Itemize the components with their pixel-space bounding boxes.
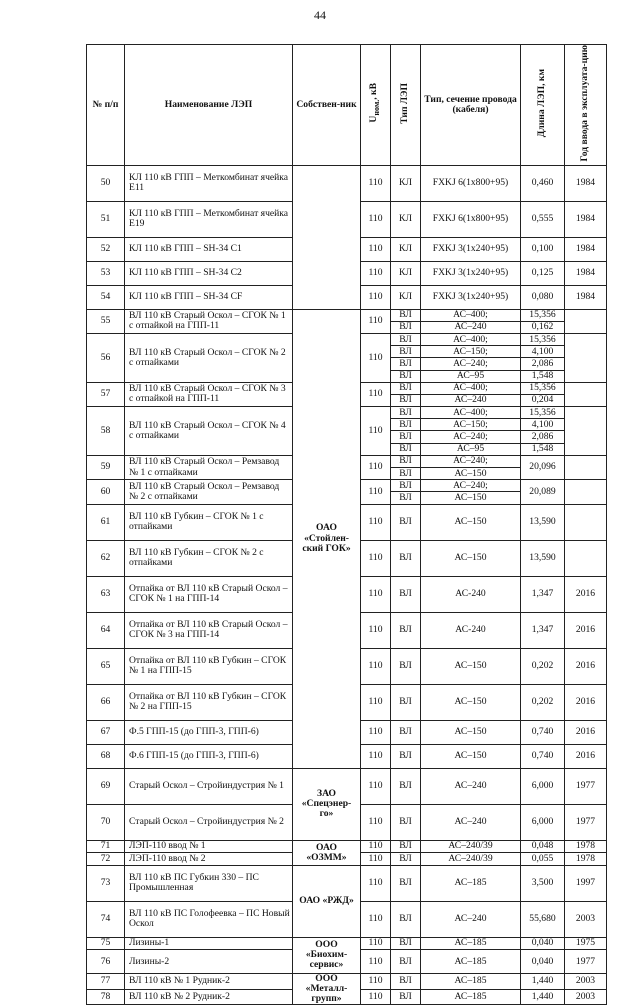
length-cell: 0,100	[521, 237, 565, 261]
voltage-cell: 110	[361, 648, 391, 684]
voltage-cell: 110	[361, 612, 391, 648]
row-number: 72	[87, 853, 125, 866]
voltage-cell: 110	[361, 865, 391, 901]
length-cell: 20,089	[521, 480, 565, 504]
line-type-cell: ВЛ	[391, 744, 421, 768]
line-name: ВЛ 110 кВ Старый Оскол – СГОК № 4 с отпайками	[125, 407, 293, 456]
line-name: КЛ 110 кВ ГПП – SH-34 CF	[125, 285, 293, 309]
line-name: ВЛ 110 кВ № 1 Рудник-2	[125, 974, 293, 990]
length-cell: 0,040	[521, 950, 565, 974]
col-year: Год ввода в эксплуата-цию	[565, 45, 607, 166]
row-number: 63	[87, 576, 125, 612]
length-cell: 3,500	[521, 865, 565, 901]
table-row	[87, 937, 607, 950]
line-name: ЛЭП-110 ввод № 1	[125, 840, 293, 853]
line-type-cell: ВЛ	[391, 394, 421, 406]
year-cell: 1975	[565, 937, 607, 950]
voltage-cell: 110	[361, 540, 391, 576]
power-lines-table	[86, 44, 607, 1005]
line-type-cell: ВЛ	[391, 804, 421, 840]
wire-cell: АС–150	[421, 468, 521, 480]
row-number: 55	[87, 309, 125, 333]
wire-cell: АС–150	[421, 744, 521, 768]
wire-cell: АС–150	[421, 720, 521, 744]
wire-cell: АС–240;	[421, 480, 521, 492]
line-type-cell: ВЛ	[391, 840, 421, 853]
year-cell: 1977	[565, 950, 607, 974]
row-number: 62	[87, 540, 125, 576]
owner-cell: ООО «Металл-групп»	[293, 974, 361, 1005]
length-cell: 0,204	[521, 394, 565, 406]
line-name: ВЛ 110 кВ ПС Голофеевка – ПС Новый Оскол	[125, 901, 293, 937]
line-type-cell: ВЛ	[391, 901, 421, 937]
line-name: ВЛ 110 кВ Старый Оскол – Ремзавод № 2 с отпайками	[125, 480, 293, 504]
year-cell: 1997	[565, 865, 607, 901]
length-cell: 55,680	[521, 901, 565, 937]
line-name: Лизины-2	[125, 950, 293, 974]
wire-cell: АС–185	[421, 865, 521, 901]
year-cell: 2003	[565, 989, 607, 1005]
wire-cell: АС–150	[421, 648, 521, 684]
col-owner: Собствен-ник	[293, 45, 361, 166]
wire-cell: АС–240	[421, 768, 521, 804]
line-type-cell: ВЛ	[391, 612, 421, 648]
owner-cell: ОАО «ОЗММ»	[293, 840, 361, 865]
voltage-cell: 110	[361, 989, 391, 1005]
line-type-cell: ВЛ	[391, 974, 421, 990]
wire-cell: АС–240;	[421, 455, 521, 467]
year-cell: 1984	[565, 201, 607, 237]
length-cell: 0,080	[521, 285, 565, 309]
line-type-cell: ВЛ	[391, 504, 421, 540]
table-row	[87, 840, 607, 853]
year-cell	[565, 480, 607, 504]
length-cell: 0,125	[521, 261, 565, 285]
line-type-cell: ВЛ	[391, 576, 421, 612]
row-number: 76	[87, 950, 125, 974]
line-name: ВЛ 110 кВ Старый Оскол – Ремзавод № 1 с отпайками	[125, 455, 293, 479]
table-row	[87, 974, 607, 990]
owner-cell-empty	[293, 165, 361, 309]
line-name: ВЛ 110 кВ ПС Губкин 330 – ПС Промышленная	[125, 865, 293, 901]
row-number: 75	[87, 937, 125, 950]
row-number: 58	[87, 407, 125, 456]
line-type-cell: ВЛ	[391, 431, 421, 443]
length-cell: 1,440	[521, 974, 565, 990]
table-row	[87, 768, 607, 804]
line-name: КЛ 110 кВ ГПП – Меткомбинат ячейка Е19	[125, 201, 293, 237]
line-name: Старый Оскол – Стройиндустрия № 2	[125, 804, 293, 840]
table-row	[87, 309, 607, 321]
length-cell: 6,000	[521, 804, 565, 840]
voltage-cell: 110	[361, 901, 391, 937]
voltage-cell: 110	[361, 237, 391, 261]
wire-cell: АС–240	[421, 321, 521, 333]
voltage-cell: 110	[361, 768, 391, 804]
line-type-cell: КЛ	[391, 237, 421, 261]
line-type-cell: ВЛ	[391, 950, 421, 974]
year-cell: 2016	[565, 684, 607, 720]
length-cell: 0,048	[521, 840, 565, 853]
wire-cell: FXKJ 6(1х800+95)	[421, 201, 521, 237]
line-name: Ф.5 ГПП-15 (до ГПП-3, ГПП-6)	[125, 720, 293, 744]
wire-cell: АС–240	[421, 394, 521, 406]
wire-cell: FXKJ 3(1х240+95)	[421, 237, 521, 261]
voltage-cell: 110	[361, 684, 391, 720]
wire-cell: АС–240;	[421, 358, 521, 370]
voltage-cell: 110	[361, 840, 391, 853]
line-type-cell: ВЛ	[391, 321, 421, 333]
line-name: ВЛ 110 кВ Губкин – СГОК № 1 с отпайками	[125, 504, 293, 540]
line-type-cell: ВЛ	[391, 684, 421, 720]
col-number: № п/п	[87, 45, 125, 166]
table-row	[87, 865, 607, 901]
wire-cell: АС–185	[421, 950, 521, 974]
wire-cell: АС–150;	[421, 419, 521, 431]
voltage-cell: 110	[361, 261, 391, 285]
wire-cell: АС–400;	[421, 333, 521, 345]
length-cell: 0,202	[521, 648, 565, 684]
line-type-cell: ВЛ	[391, 768, 421, 804]
year-cell: 1977	[565, 804, 607, 840]
year-cell: 1984	[565, 237, 607, 261]
line-name: Лизины-1	[125, 937, 293, 950]
row-number: 69	[87, 768, 125, 804]
line-name: КЛ 110 кВ ГПП – Меткомбинат ячейка Е11	[125, 165, 293, 201]
row-number: 54	[87, 285, 125, 309]
line-name: Отпайка от ВЛ 110 кВ Губкин – СГОК № 2 на ГПП-15	[125, 684, 293, 720]
row-number: 61	[87, 504, 125, 540]
table-header-row	[87, 45, 607, 166]
row-number: 65	[87, 648, 125, 684]
length-cell: 2,086	[521, 431, 565, 443]
wire-cell: АС–150;	[421, 346, 521, 358]
voltage-cell: 110	[361, 309, 391, 333]
length-cell: 13,590	[521, 504, 565, 540]
length-cell: 1,347	[521, 612, 565, 648]
voltage-cell: 110	[361, 333, 391, 382]
line-name: ВЛ 110 кВ Старый Оскол – СГОК № 3 с отпайкой на ГПП-11	[125, 382, 293, 406]
line-name: Отпайка от ВЛ 110 кВ Губкин – СГОК № 1 на ГПП-15	[125, 648, 293, 684]
line-type-cell: КЛ	[391, 261, 421, 285]
wire-cell: АС–185	[421, 974, 521, 990]
length-cell: 0,740	[521, 744, 565, 768]
year-cell: 2016	[565, 612, 607, 648]
line-type-cell: ВЛ	[391, 407, 421, 419]
voltage-cell: 110	[361, 720, 391, 744]
line-name: Отпайка от ВЛ 110 кВ Старый Оскол – СГОК № 1 на ГПП-14	[125, 576, 293, 612]
wire-cell: АС–185	[421, 937, 521, 950]
wire-cell: АС–150	[421, 492, 521, 504]
voltage-cell: 110	[361, 744, 391, 768]
col-voltage: $U_{ном.}$, кВ	[361, 45, 391, 166]
line-type-cell: ВЛ	[391, 309, 421, 321]
year-cell: 2016	[565, 744, 607, 768]
owner-cell: ОАО «Стойлен-ский ГОК»	[293, 309, 361, 768]
line-type-cell: ВЛ	[391, 419, 421, 431]
col-name: Наименование ЛЭП	[125, 45, 293, 166]
line-type-cell: ВЛ	[391, 492, 421, 504]
owner-cell: ОАО «РЖД»	[293, 865, 361, 937]
wire-cell: АС–150	[421, 540, 521, 576]
year-cell: 2016	[565, 576, 607, 612]
row-number: 57	[87, 382, 125, 406]
line-type-cell: ВЛ	[391, 346, 421, 358]
length-cell: 15,356	[521, 309, 565, 321]
voltage-cell: 110	[361, 382, 391, 406]
voltage-cell: 110	[361, 853, 391, 866]
wire-cell: АС–400;	[421, 309, 521, 321]
voltage-cell: 110	[361, 455, 391, 479]
col-length: Длина ЛЭП, км	[521, 45, 565, 166]
row-number: 51	[87, 201, 125, 237]
wire-cell: АС–185	[421, 989, 521, 1005]
row-number: 66	[87, 684, 125, 720]
wire-cell: FXKJ 6(1х800+95)	[421, 165, 521, 201]
voltage-cell: 110	[361, 407, 391, 456]
year-cell	[565, 309, 607, 333]
length-cell: 15,356	[521, 407, 565, 419]
line-type-cell: ВЛ	[391, 443, 421, 455]
col-line-type: Тип ЛЭП	[391, 45, 421, 166]
length-cell: 1,548	[521, 370, 565, 382]
wire-cell: АС–400;	[421, 407, 521, 419]
year-cell: 2016	[565, 648, 607, 684]
year-cell: 1984	[565, 165, 607, 201]
line-type-cell: КЛ	[391, 201, 421, 237]
year-cell: 1977	[565, 768, 607, 804]
length-cell: 1,548	[521, 443, 565, 455]
wire-cell: АС–240;	[421, 431, 521, 443]
line-type-cell: КЛ	[391, 165, 421, 201]
year-cell	[565, 333, 607, 382]
line-type-cell: ВЛ	[391, 540, 421, 576]
voltage-cell: 110	[361, 576, 391, 612]
wire-cell: АС–240	[421, 804, 521, 840]
length-cell: 0,162	[521, 321, 565, 333]
voltage-cell: 110	[361, 201, 391, 237]
line-type-cell: ВЛ	[391, 865, 421, 901]
line-type-cell: ВЛ	[391, 480, 421, 492]
wire-cell: FXKJ 3(1х240+95)	[421, 285, 521, 309]
wire-cell: АС–150	[421, 504, 521, 540]
length-cell: 1,440	[521, 989, 565, 1005]
line-type-cell: ВЛ	[391, 468, 421, 480]
line-name: Отпайка от ВЛ 110 кВ Старый Оскол – СГОК № 3 на ГПП-14	[125, 612, 293, 648]
year-cell: 1978	[565, 840, 607, 853]
wire-cell: АС–400;	[421, 382, 521, 394]
length-cell: 0,740	[521, 720, 565, 744]
length-cell: 0,460	[521, 165, 565, 201]
col-wire: Тип, сечение провода (кабеля)	[421, 45, 521, 166]
table-row	[87, 165, 607, 201]
owner-cell: ЗАО «Спецэнер-го»	[293, 768, 361, 840]
line-type-cell: ВЛ	[391, 358, 421, 370]
line-type-cell: КЛ	[391, 285, 421, 309]
voltage-cell: 110	[361, 937, 391, 950]
line-type-cell: ВЛ	[391, 648, 421, 684]
length-cell: 0,055	[521, 853, 565, 866]
line-type-cell: ВЛ	[391, 382, 421, 394]
line-name: ВЛ 110 кВ № 2 Рудник-2	[125, 989, 293, 1005]
row-number: 71	[87, 840, 125, 853]
year-cell: 1984	[565, 285, 607, 309]
row-number: 70	[87, 804, 125, 840]
row-number: 77	[87, 974, 125, 990]
year-cell	[565, 504, 607, 540]
row-number: 50	[87, 165, 125, 201]
page-number: 44	[314, 8, 326, 22]
year-cell: 1984	[565, 261, 607, 285]
length-cell: 0,555	[521, 201, 565, 237]
row-number: 56	[87, 333, 125, 382]
row-number: 68	[87, 744, 125, 768]
line-type-cell: ВЛ	[391, 989, 421, 1005]
line-name: Старый Оскол – Стройиндустрия № 1	[125, 768, 293, 804]
voltage-cell: 110	[361, 480, 391, 504]
line-type-cell: ВЛ	[391, 455, 421, 467]
year-cell: 2003	[565, 901, 607, 937]
wire-cell: АС–150	[421, 684, 521, 720]
line-type-cell: ВЛ	[391, 937, 421, 950]
owner-cell: ООО «Биохим-сервис»	[293, 937, 361, 974]
voltage-cell: 110	[361, 165, 391, 201]
line-name: ВЛ 110 кВ Губкин – СГОК № 2 с отпайками	[125, 540, 293, 576]
line-name: КЛ 110 кВ ГПП – SH-34 С2	[125, 261, 293, 285]
line-name: КЛ 110 кВ ГПП – SH-34 С1	[125, 237, 293, 261]
length-cell: 15,356	[521, 382, 565, 394]
length-cell: 6,000	[521, 768, 565, 804]
year-cell	[565, 540, 607, 576]
row-number: 59	[87, 455, 125, 479]
length-cell: 0,202	[521, 684, 565, 720]
year-cell: 2016	[565, 720, 607, 744]
row-number: 78	[87, 989, 125, 1005]
length-cell: 4,100	[521, 346, 565, 358]
length-cell: 0,040	[521, 937, 565, 950]
wire-cell: АС–95	[421, 370, 521, 382]
length-cell: 2,086	[521, 358, 565, 370]
line-type-cell: ВЛ	[391, 333, 421, 345]
row-number: 67	[87, 720, 125, 744]
year-cell	[565, 455, 607, 479]
wire-cell: АС–95	[421, 443, 521, 455]
line-type-cell: ВЛ	[391, 370, 421, 382]
voltage-cell: 110	[361, 950, 391, 974]
wire-cell: АС–240	[421, 901, 521, 937]
row-number: 74	[87, 901, 125, 937]
length-cell: 1,347	[521, 576, 565, 612]
voltage-cell: 110	[361, 504, 391, 540]
row-number: 53	[87, 261, 125, 285]
table-body	[87, 165, 607, 1005]
wire-cell: АС–240/39	[421, 840, 521, 853]
line-name: ЛЭП-110 ввод № 2	[125, 853, 293, 866]
year-cell: 1978	[565, 853, 607, 866]
line-name: ВЛ 110 кВ Старый Оскол – СГОК № 1 с отпайкой на ГПП-11	[125, 309, 293, 333]
wire-cell: АС-240	[421, 576, 521, 612]
wire-cell: АС-240	[421, 612, 521, 648]
line-name: Ф.6 ГПП-15 (до ГПП-3, ГПП-6)	[125, 744, 293, 768]
row-number: 64	[87, 612, 125, 648]
year-cell: 2003	[565, 974, 607, 990]
voltage-cell: 110	[361, 974, 391, 990]
line-type-cell: ВЛ	[391, 853, 421, 866]
length-cell: 4,100	[521, 419, 565, 431]
length-cell: 15,356	[521, 333, 565, 345]
year-cell	[565, 407, 607, 456]
voltage-cell: 110	[361, 285, 391, 309]
year-cell	[565, 382, 607, 406]
wire-cell: FXKJ 3(1х240+95)	[421, 261, 521, 285]
line-type-cell: ВЛ	[391, 720, 421, 744]
wire-cell: АС–240/39	[421, 853, 521, 866]
length-cell: 20,096	[521, 455, 565, 479]
length-cell: 13,590	[521, 540, 565, 576]
row-number: 73	[87, 865, 125, 901]
row-number: 52	[87, 237, 125, 261]
line-name: ВЛ 110 кВ Старый Оскол – СГОК № 2 с отпайками	[125, 333, 293, 382]
voltage-cell: 110	[361, 804, 391, 840]
row-number: 60	[87, 480, 125, 504]
